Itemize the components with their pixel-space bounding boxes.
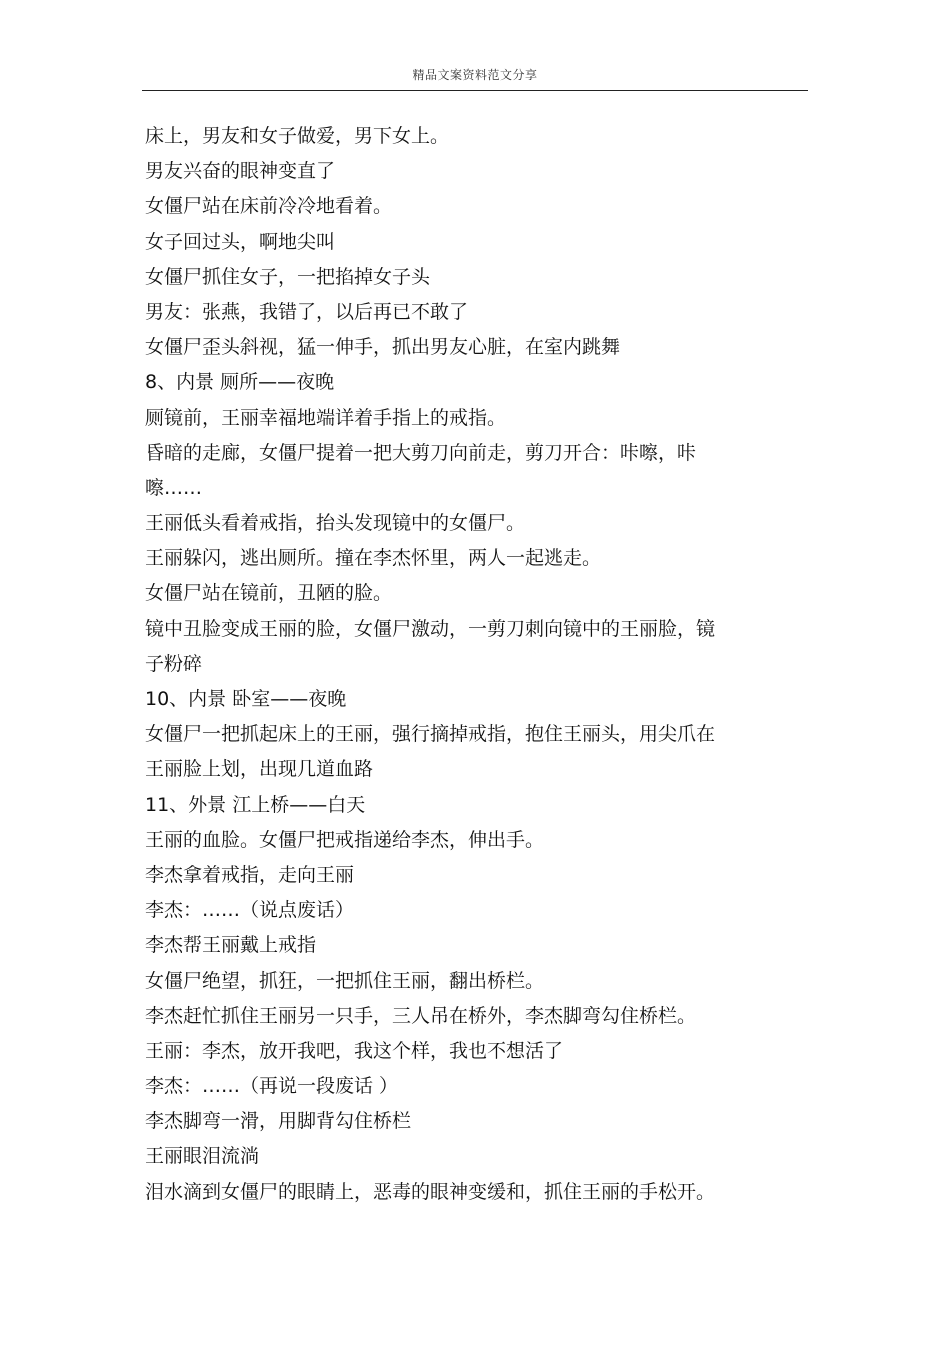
text-line: 男友：张燕，我错了，以后再已不敢了 — [145, 300, 469, 323]
dialogue-line: 李杰：……（说点废话） — [145, 899, 355, 922]
text-line: 泪水滴到女僵尸的眼睛上，恶毒的眼神变缓和，抓住王丽的手松开。 — [145, 1180, 716, 1203]
text-line: 王丽躲闪，逃出厕所。撞在李杰怀里，两人一起逃走。 — [145, 547, 602, 570]
text-line: 王丽的血脸。女僵尸把戒指递给李杰，伸出手。 — [145, 828, 545, 851]
text-line: 王丽眼泪流淌 — [145, 1145, 260, 1168]
text-line: 女僵尸歪头斜视，猛一伸手，抓出男友心脏，在室内跳舞 — [145, 336, 621, 359]
document-body — [145, 119, 775, 1210]
text-line: 昏暗的走廊，女僵尸提着一把大剪刀向前走，剪刀开合：咔嚓，咔 — [145, 441, 697, 464]
text-line: 嚓…… — [145, 476, 203, 499]
text-line: 女僵尸一把抓起床上的王丽，强行摘掉戒指，抱住王丽头，用尖爪在 — [145, 723, 716, 746]
text-line: 镜中丑脸变成王丽的脸，女僵尸激动，一剪刀刺向镜中的王丽脸，镜 — [145, 617, 716, 640]
text-line: 王丽低头看着戒指，抬头发现镜中的女僵尸。 — [145, 512, 526, 535]
text-line: 李杰拿着戒指，走向王丽 — [145, 863, 355, 886]
dialogue-line: 王丽：李杰，放开我吧，我这个样，我也不想活了 — [145, 1039, 564, 1062]
text-line: 女僵尸绝望，抓狂，一把抓住王丽，翻出桥栏。 — [145, 969, 545, 992]
scene-heading: 8、内景 厕所——夜晚 — [145, 371, 335, 394]
text-line: 女僵尸站在床前冷冷地看着。 — [145, 195, 393, 218]
scene-heading: 11、外景 江上桥——白天 — [145, 793, 366, 816]
scene-heading: 10、内景 卧室——夜晚 — [145, 688, 347, 710]
text-line: 李杰脚弯一滑，用脚背勾住桥栏 — [145, 1110, 412, 1133]
text-line: 男友兴奋的眼神变直了 — [145, 160, 336, 183]
header-title: 精品文案资料范文分享 — [412, 68, 538, 82]
text-line: 女子回过头，啊地尖叫 — [145, 230, 336, 253]
text-line: 女僵尸抓住女子，一把掐掉女子头 — [145, 265, 431, 288]
text-line: 厕镜前，王丽幸福地端详着手指上的戒指。 — [145, 406, 507, 429]
text-line: 李杰帮王丽戴上戒指 — [145, 934, 317, 957]
text-line: 女僵尸站在镜前，丑陋的脸。 — [145, 582, 393, 605]
page-header — [142, 64, 808, 91]
text-line: 王丽脸上划，出现几道血路 — [145, 758, 374, 781]
text-line: 李杰赶忙抓住王丽另一只手，三人吊在桥外，李杰脚弯勾住桥栏。 — [145, 1004, 697, 1027]
text-line: 子粉碎 — [145, 652, 203, 675]
dialogue-line: 李杰：……（再说一段废话 ） — [145, 1075, 399, 1098]
text-line: 床上，男友和女子做爱，男下女上。 — [145, 125, 450, 147]
